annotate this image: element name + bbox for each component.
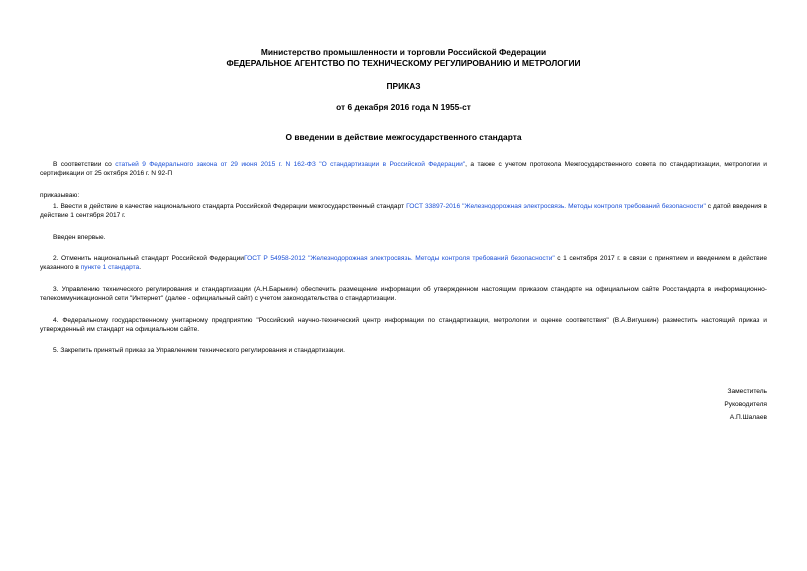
intro-paragraph: [40, 160, 767, 178]
document-date-number: от 6 декабря 2016 года N 1955-ст: [336, 102, 471, 112]
item-2-middle: с 1 сентября 2017 г. в связи с принятием и введением в действие указанного в: [40, 255, 767, 271]
agency-name: ФЕДЕРАЛЬНОЕ АГЕНТСТВО ПО ТЕХНИЧЕСКОМУ РЕГУЛИРОВАНИЮ И МЕТРОЛОГИИ: [226, 58, 581, 68]
item-3-paragraph: 3. Управлению технического регулирования и стандартизации (А.Н.Барыкин) обеспечить размещение информации об утвержденном настоящим приказом стандарте на официальном сайте Росстандарта в информационно-телекоммуникационной сети "Интернет" (далее - официальный сайт) с учетом законодательства о стандартизации.: [40, 286, 767, 302]
intro-suffix: , а также с учетом протокола Межгосударственного совета по стандартизации, метрологии и сертификации от 25 октября 2016 г. N 92-П: [40, 161, 767, 177]
intro-prefix: В соответствии со: [53, 161, 116, 168]
item-1-prefix: 1. Ввести в действие в качестве национального стандарта Российской Федерации межгосударственный стандарт: [53, 203, 407, 210]
item-1-reference-link[interactable]: пункте 1 стандарта: [80, 264, 140, 271]
document-subject: О введении в действие межгосударственного стандарта: [285, 132, 522, 142]
item-2-prefix: 2. Отменить национальный стандарт Российской Федерации: [53, 255, 244, 262]
first-time-note: Введен впервые.: [53, 234, 106, 241]
document-type: ПРИКАЗ: [386, 81, 421, 91]
document-page: [40, 0, 767, 571]
signature-position-2: Руководителя: [724, 401, 767, 408]
item-5-paragraph: 5. Закрепить принятый приказ за Управлением технического регулирования и стандартизации.: [53, 347, 346, 354]
order-word: приказываю:: [40, 192, 80, 199]
gost-33897-link[interactable]: ГОСТ 33897-2016 "Железнодорожная электросвязь. Методы контроля требований безопасности": [406, 203, 706, 210]
signature-block: [567, 385, 767, 424]
signature-name: А.П.Шалаев: [729, 414, 767, 421]
gost-r-54958-link[interactable]: ГОСТ Р 54958-2012 "Железнодорожная электросвязь. Методы контроля требований безопасности": [243, 255, 555, 262]
signature-position-1: Заместитель: [727, 388, 767, 395]
ministry-name: Министерство промышленности и торговли Российской Федерации: [260, 47, 547, 57]
item-2-paragraph: [40, 254, 767, 272]
item-2-suffix: .: [139, 264, 142, 271]
item-1-suffix: с датой введения в действие 1 сентября 2017 г.: [40, 203, 767, 219]
item-1-paragraph: [40, 202, 767, 220]
law-article-link[interactable]: статьей 9 Федерального закона от 29 июня 2015 г. N 162-ФЗ "О стандартизации в Российской Федерации": [115, 161, 466, 168]
item-4-paragraph: 4. Федеральному государственному унитарному предприятию "Российский научно-технический центр информации по стандартизации, метрологии и оценке соответствия" (В.А.Вигушкин) разместить настоящий приказ и утвержденный им стандарт на официальном сайте.: [40, 317, 767, 333]
